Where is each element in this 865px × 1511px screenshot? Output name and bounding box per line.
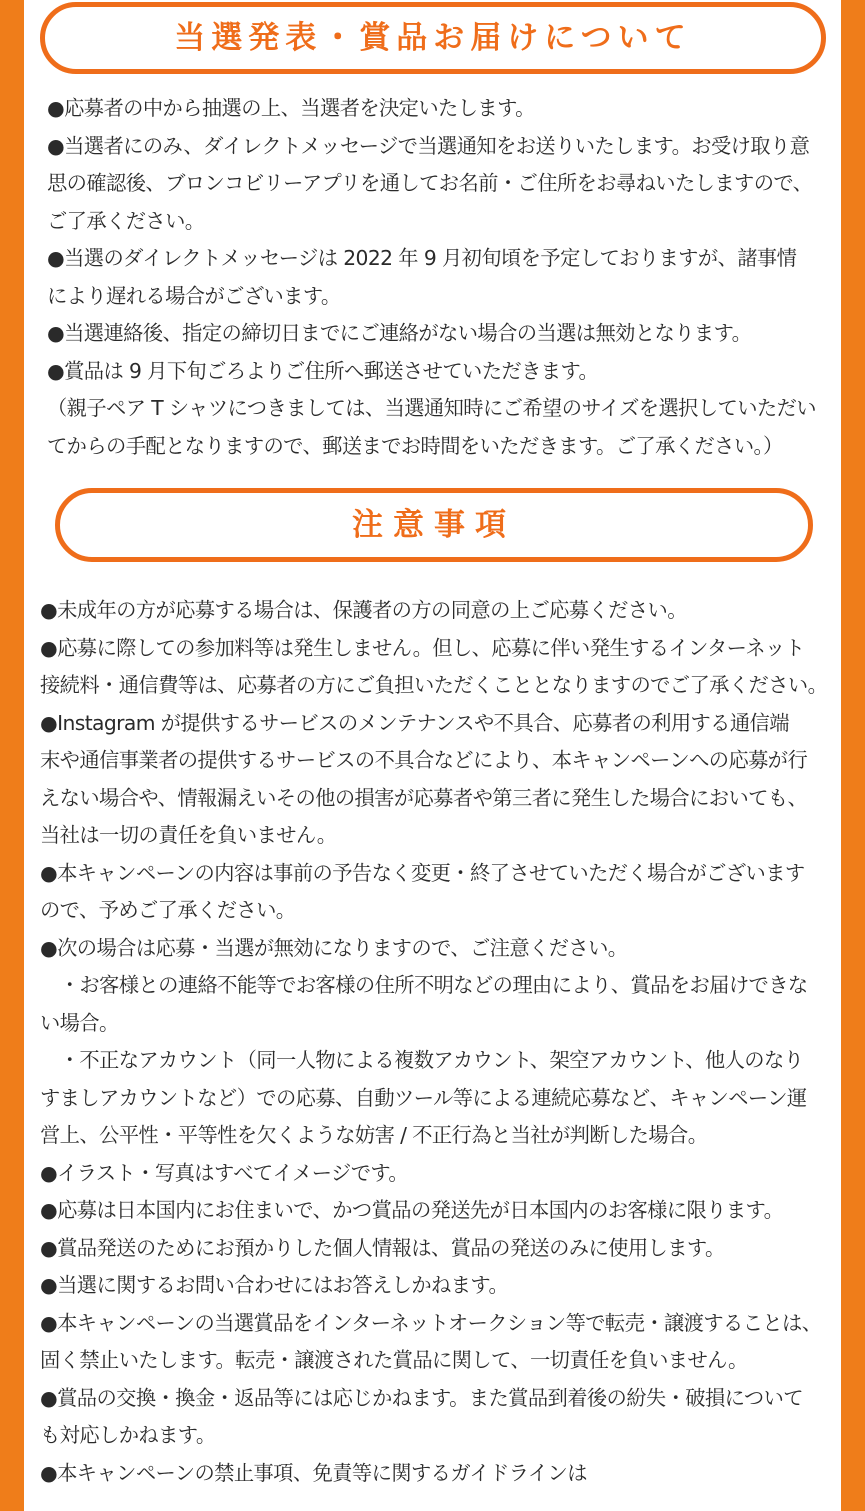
left-orange-border	[0, 0, 24, 1511]
text-line: えない場合や、情報漏えいその他の損害が応募者や第三者に発生した場合においても、	[40, 785, 808, 810]
section-heading-prize-announcement	[40, 2, 826, 74]
section-heading-notes	[55, 488, 813, 562]
text-line: により遅れる場合がございます。	[47, 283, 341, 308]
text-line: 思の確認後、ブロンコビリーアプリを通してお名前・ご住所をお尋ねいたしますので、	[47, 171, 813, 195]
text-line: ●当選連絡後、指定の締切日までにご連絡がない場合の当選は無効となります。	[47, 321, 752, 345]
text-line: ●当選に関するお問い合わせにはお答えしかねます。	[40, 1273, 509, 1297]
text-line: 固く禁止いたします。転売・譲渡された賞品に関して、一切責任を負いません。	[40, 1348, 748, 1372]
text-line: ●本キャンペーンの当選賞品をインターネットオークション等で転売・譲渡することは、	[40, 1310, 822, 1335]
text-line: ●賞品は 9 月下旬ごろよりご住所へ郵送させていただきます。	[47, 358, 599, 383]
section-title: 当選発表・賞品お届けについて	[174, 19, 692, 56]
section-title: 注意事項	[352, 506, 516, 543]
text-line: い場合。	[40, 1010, 119, 1035]
right-orange-border	[841, 0, 865, 1511]
text-line: ●応募者の中から抽選の上、当選者を決定いたします。	[47, 96, 535, 120]
text-line: ●当選者にのみ、ダイレクトメッセージで当選通知をお送りいたします。お受け取り意	[47, 133, 810, 158]
text-line: ●賞品発送のためにお預かりした個人情報は、賞品の発送のみに使用します。	[40, 1235, 725, 1260]
text-line: （親子ペア T シャツにつきましては、当選通知時にご希望のサイズを選択していただい	[47, 396, 816, 420]
text-line: 営上、公平性・平等性を欠くような妨害 / 不正行為と当社が判断した場合。	[40, 1123, 708, 1147]
text-line: も対応しかねます。	[40, 1423, 216, 1447]
text-line: ●Instagram が提供するサービスのメンテナンスや不具合、応募者の利用する通信端	[40, 710, 789, 735]
text-line: 当社は一切の責任を負いません。	[40, 823, 337, 847]
page-content	[24, 0, 841, 1511]
text-line: ので、予めご了承ください。	[40, 898, 296, 922]
text-line: ・お客様との連絡不能等でお客様の住所不明などの理由により、賞品をお届けできな	[40, 973, 808, 997]
text-line: ●当選のダイレクトメッセージは 2022 年 9 月初旬頃を予定しておりますが、諸事情	[47, 246, 797, 270]
text-line: ご了承ください。	[47, 208, 205, 233]
text-line: ●イラスト・写真はすべてイメージです。	[40, 1160, 409, 1185]
text-line: ●未成年の方が応募する場合は、保護者の方の同意の上ご応募ください。	[40, 598, 687, 622]
text-line: ●次の場合は応募・当選が無効になりますので、ご注意ください。	[40, 935, 628, 960]
text-line: ●応募は日本国内にお住まいで、かつ賞品の発送先が日本国内のお客様に限ります。	[40, 1198, 784, 1222]
notes-text	[40, 592, 830, 1492]
text-line: ●賞品の交換・換金・返品等には応じかねます。また賞品到着後の紛失・破損について	[40, 1385, 803, 1410]
text-line: ●応募に際しての参加料等は発生しません。但し、応募に伴い発生するインターネット	[40, 635, 805, 660]
text-line: てからの手配となりますので、郵送までお時間をいただきます。ご了承ください。）	[47, 433, 783, 458]
text-line: ・不正なアカウント（同一人物による複数アカウント、架空アカウント、他人のなり	[40, 1048, 804, 1072]
text-line: 接続料・通信費等は、応募者の方にご負担いただくこととなりますのでご了承ください。	[40, 673, 828, 697]
prize-announcement-text	[47, 90, 837, 465]
text-line: ●本キャンペーンの内容は事前の予告なく変更・終了させていただく場合がございます	[40, 860, 805, 885]
text-line: すましアカウントなど）での応募、自動ツール等による連続応募など、キャンペーン運	[40, 1085, 807, 1110]
text-line: ●本キャンペーンの禁止事項、免責等に関するガイドラインは	[40, 1460, 587, 1485]
text-line: 末や通信事業者の提供するサービスの不具合などにより、本キャンペーンへの応募が行	[40, 748, 808, 772]
